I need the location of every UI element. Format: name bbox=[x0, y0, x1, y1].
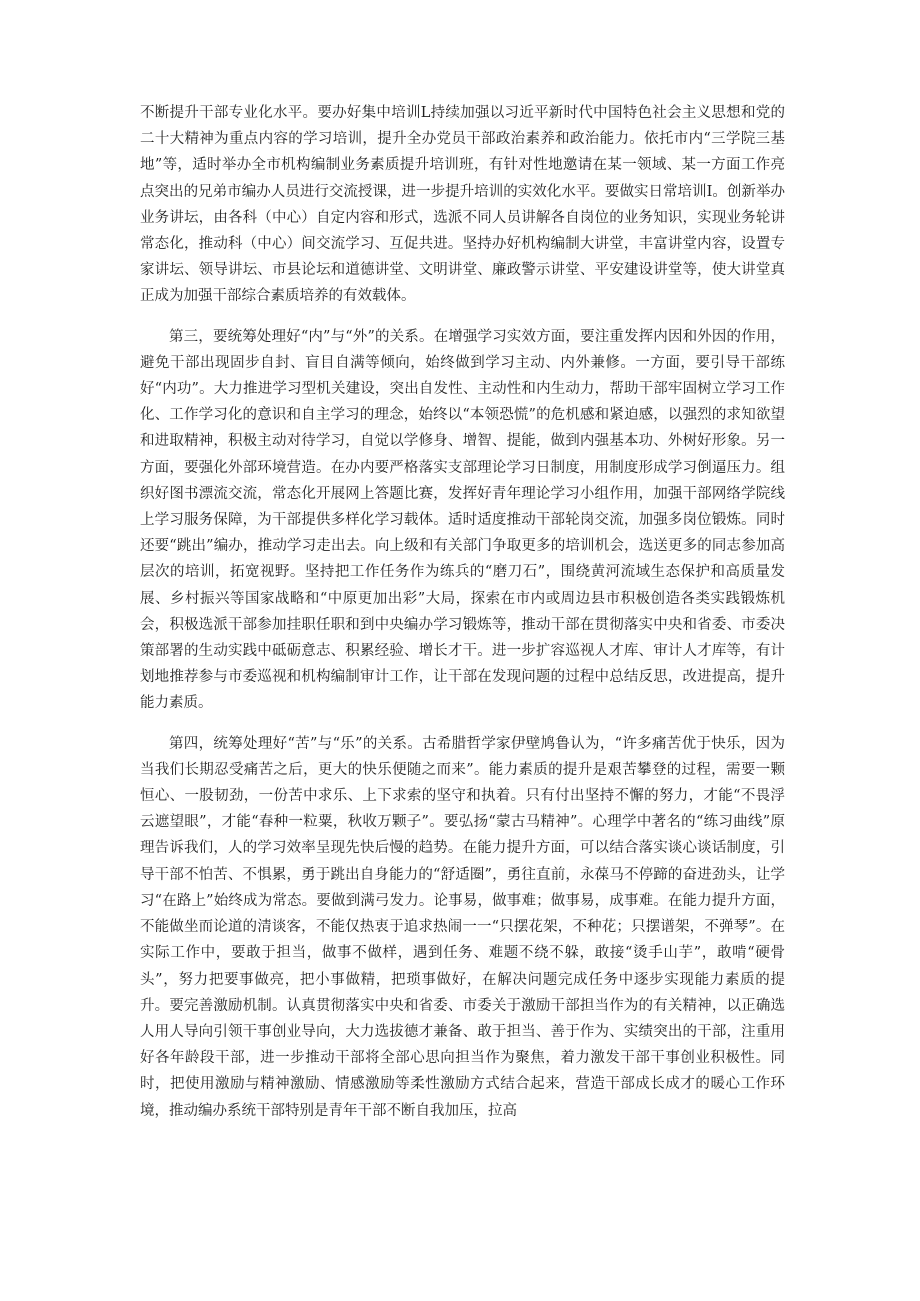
paragraph-fourth-bitter-joy: 第四，统筹处理好“苦”与“乐”的关系。古希腊哲学家伊壁鸠鲁认为，“许多痛苦优于快乐，因为当我们长期忍受痛苦之后，更大的快乐便随之而来”。能力素质的提升是艰苦攀登的过程，需要一颗恒心、一股韧劲，一份苦中求乐、上下求索的坚守和执着。只有付出坚持不懈的努力，才能“不畏浮云遮望眼”，才能“春种一粒粟，秋收万颗子”。要弘扬“蒙古马精神”。心理学中著名的“练习曲线”原理告诉我们，人的学习效率呈现先快后慢的趋势。在能力提升方面，可以结合落实谈心谈话制度，引导干部不怕苦、不惧累，勇于跳出自身能力的“舒适圈”，勇往直前，永葆马不停蹄的奋进劲头，让学习“在路上”始终成为常态。要做到满弓发力。论事易，做事难；做事易，成事难。在能力提升方面，不能做坐而论道的清谈客，不能仅热衷于追求热闹一一“只摆花架，不种花；只摆谱架，不弹琴”。在实际工作中，要敢于担当，做事不做样，遇到任务、难题不绕不躲，敢接“烫手山芋”，敢啃“硬骨头”，努力把要事做亮，把小事做精，把琐事做好，在解决问题完成任务中逐步实现能力素质的提升。要完善激励机制。认真贯彻落实中央和省委、市委关于激励干部担当作为的有关精神，以正确选人用人导向引领干事创业导向，大力选拔德才兼备、敢于担当、善于作为、实绩突出的干部，注重用好各年龄段干部，进一步推动干部将全部心思向担当作为聚焦，着力激发干部干事创业积极性。同时，把使用激励与精神激励、情感激励等柔性激励方式结合起来，营造干部成长成才的暖心工作环境，推动编办系统干部特别是青年干部不断自我加压，拉高 bbox=[140, 735, 785, 1119]
paragraph-third-inner-outer: 第三，要统筹处理好“内”与“外”的关系。在增强学习实效方面，要注重发挥内因和外因的作用，避免干部出现固步自封、盲目自满等倾向，始终做到学习主动、内外兼修。一方面，要引导干部练好“内功”。大力推进学习型机关建设，突出自发性、主动性和内生动力，帮助干部牢固树立学习工作化、工作学习化的意识和自主学习的理念，始终以“本领恐慌”的危机感和紧迫感，以强烈的求知欲望和进取精神，积极主动对待学习，自觉以学修身、增智、提能，做到内强基本功、外树好形象。另一方面，要强化外部环境营造。在办内要严格落实支部理论学习日制度，用制度形成学习倒逼压力。组织好图书漂流交流，常态化开展网上答题比赛，发挥好青年理论学习小组作用，加强干部网络学院线上学习服务保障，为干部提供多样化学习载体。适时适度推动干部轮岗交流，加强多岗位锻炼。同时还要“跳出”编办，推动学习走出去。向上级和有关部门争取更多的培训机会，选送更多的同志参加高层次的培训，拓宽视野。坚持把工作任务作为练兵的“磨刀石”，围绕黄河流域生态保护和高质量发展、乡村振兴等国家战略和“中原更加出彩”大局，探索在市内或周边县市积极创造各类实践锻炼机会，积极选派干部参加挂职任职和到中央编办学习锻炼等，推动干部在贯彻落实中央和省委、市委决策部署的生动实践中砥砺意志、积累经验、增长才干。进一步扩容巡视人才库、审计人才库等，有计划地推荐参与市委巡视和机构编制审计工作，让干部在发现问题的过程中总结反思，改进提高，提升能力素质。 bbox=[140, 328, 785, 712]
document-body bbox=[140, 100, 785, 1138]
paragraph-training: 不断提升干部专业化水平。要办好集中培训L持续加强以习近平新时代中国特色社会主义思想和党的二十大精神为重点内容的学习培训，提升全办党员干部政治素养和政治能力。依托市内“三学院三基地”等，适时举办全市机构编制业务素质提升培训班，有针对性地邀请在某一领域、某一方面工作亮点突出的兄弟市编办人员进行交流授课，进一步提升培训的实效化水平。要做实日常培训I。创新举办业务讲坛，由各科（中心）自定内容和形式，选派不同人员讲解各自岗位的业务知识，实现业务轮讲常态化，推动科（中心）间交流学习、互促共进。坚持办好机构编制大讲堂，丰富讲堂内容，设置专家讲坛、领导讲坛、市县论坛和道德讲堂、文明讲堂、廉政警示讲堂、平安建设讲堂等，使大讲堂真正成为加强干部综合素质培养的有效载体。 bbox=[140, 105, 785, 305]
